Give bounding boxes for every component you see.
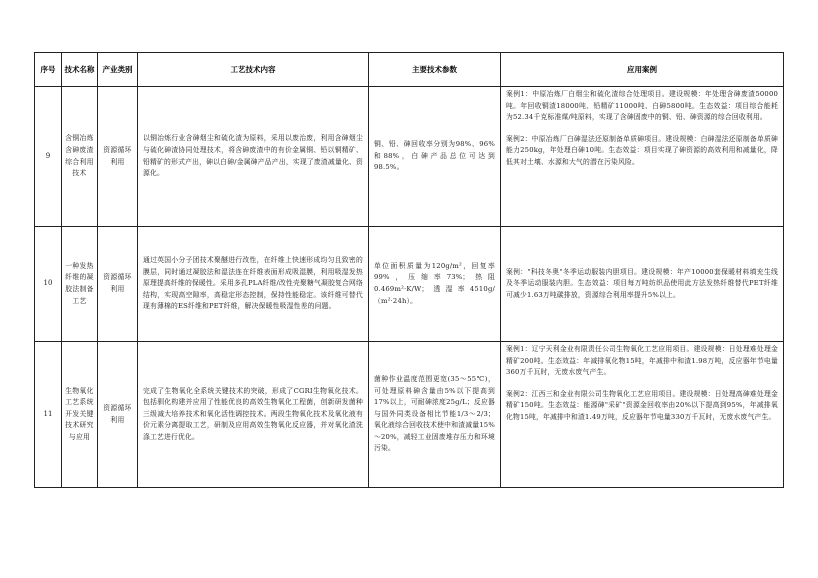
row-number: 9 — [35, 87, 62, 227]
case-item: 案例2：江西三和金业有限公司生物氧化工艺应用项目。建设规模：日处理高砷难处理金精矿150吨。生态效益：能源砷"采矿"资源金回收率由20%以下提高到95%，年减排氧化物15吨，年减排中和渣1.49万吨，反应器年节电量330万千瓦时，无废水废气产生。 — [506, 389, 778, 421]
technology-name: 生物氧化工艺系统开发关键技术研究与应用 — [62, 342, 98, 488]
technology-name: 含铜冶炼含砷废渣综合利用技术 — [62, 87, 98, 227]
table-row — [35, 87, 784, 227]
header-no: 序号 — [35, 53, 62, 87]
header-name: 技术名称 — [62, 53, 98, 87]
case-item: 案例2：中原冶炼厂白砷湿法还原制备单质砷项目。建设规模：白砷湿法还原制备单质砷能力250kg，年处理白砷10吨。生态效益：项目实现了砷资源的高效利用和减量化，降低其对土壤、水源和大气的潜在污染风险。 — [506, 134, 778, 166]
case-item: 案例1：中原冶炼厂白烟尘和硫化渣综合处理项目。建设规模：年处理含砷废渣50000吨。年回收铜渣18000吨、铅精矿11000吨、白砷5800吨。生态效益：项目综合能耗为52.34千克标准煤/吨原料，实现了含砷固废中的铜、铅、砷资源的综合回收利用。 — [506, 90, 778, 122]
industry-category: 资源循环利用 — [98, 342, 138, 488]
industry-category: 资源循环利用 — [98, 87, 138, 227]
table-row — [35, 342, 784, 488]
case-item: 案例1：辽宁天利金业有限责任公司生物氧化工艺应用项目。建设规模：日处理难处理金精矿200吨。生态效益：年减排氧化物15吨，年减排中和渣1.98万吨，反应器年节电量360万千瓦时，无废水废气产生。 — [506, 345, 778, 377]
industry-category: 资源循环利用 — [98, 227, 138, 342]
technical-parameters: 铜、铅、砷回收率分别为98%、96%和88%，白砷产品总位可达到98.5%。 — [369, 87, 501, 227]
header-cases: 应用案例 — [501, 53, 784, 87]
row-number: 10 — [35, 227, 62, 342]
table-row — [35, 227, 784, 342]
header-category: 产业类别 — [98, 53, 138, 87]
technical-parameters: 菌种作业温度范围更宽(35～55℃)，可处理原料砷含量由5%以下提高到17%以上，可耐砷浓度25g/L；反应器与国外同类设备相比节能1/3～2/3；氧化液综合回收技术使中和渣减量15%～20%，减轻工业固废堆存压力和环境污染。 — [369, 342, 501, 488]
row-number: 11 — [35, 342, 62, 488]
header-process: 工艺技术内容 — [138, 53, 369, 87]
process-content: 完成了生物氧化全系统关键技术的突破，形成了CGRI生物氧化技术。包括驯化构建并应用了性能优良的高效生物氧化工程菌，创新研发菌种三级减大培养技术和氧化活性调控技术。两段生物氧化技术及氧化液有价元素分离提取工艺，研制及应用高效生物氧化反应器，并对氧化渣洗涤工艺进行优化。 — [138, 342, 369, 488]
header-params: 主要技术参数 — [369, 53, 501, 87]
process-content: 以铜冶炼行业含砷烟尘和硫化渣为原料，采用以废治废，利用含砷烟尘与硫化砷渣协同处理技术，将含砷废渣中的有价金属铜、铅以铜精矿、铅精矿的形式产出，砷以白砷/金属砷产品产出，实现了废渣减量化、资源化。 — [138, 87, 369, 227]
technical-parameters: 单位面积质量为120g/m²，回复率99%，压缩率73%；热阻0.469m²·K/W；透湿率4510g/（m²·24h）。 — [369, 227, 501, 342]
application-cases — [501, 87, 784, 227]
application-cases — [501, 227, 784, 342]
case-item: 案例："科技冬奥"冬季运动服装内胆项目。建设规模：年产10000套保暖材料填充生线及冬季运动服装内胆。生态效益：项目每万吨纺织品使用此方法发热纤维替代PET纤维可减少1.63万吨碳排放，资源综合利用率提升5%以上。 — [506, 267, 778, 299]
technology-table — [34, 52, 784, 488]
process-content: 通过英国小分子团技术聚醚进行改性，在纤维上快速形成均匀且致密的膜层，同时通过凝胶法和湿法连在纤维表面形成吸湿膜，利用吸湿发热原理提高纤维的保暖性。采用多孔PLA纤维/改性壳聚糖气凝胶复合网络结构，实现高空隙率，高稳定形态控制，保持性能稳定。该纤维可替代现有薄棉的ES纤维和PET纤维，解决保暖性吸湿性差的问题。 — [138, 227, 369, 342]
table-header-row — [35, 53, 784, 87]
technology-name: 一种发热纤维的凝胶法制备工艺 — [62, 227, 98, 342]
technology-table-page — [34, 52, 783, 488]
application-cases — [501, 342, 784, 488]
